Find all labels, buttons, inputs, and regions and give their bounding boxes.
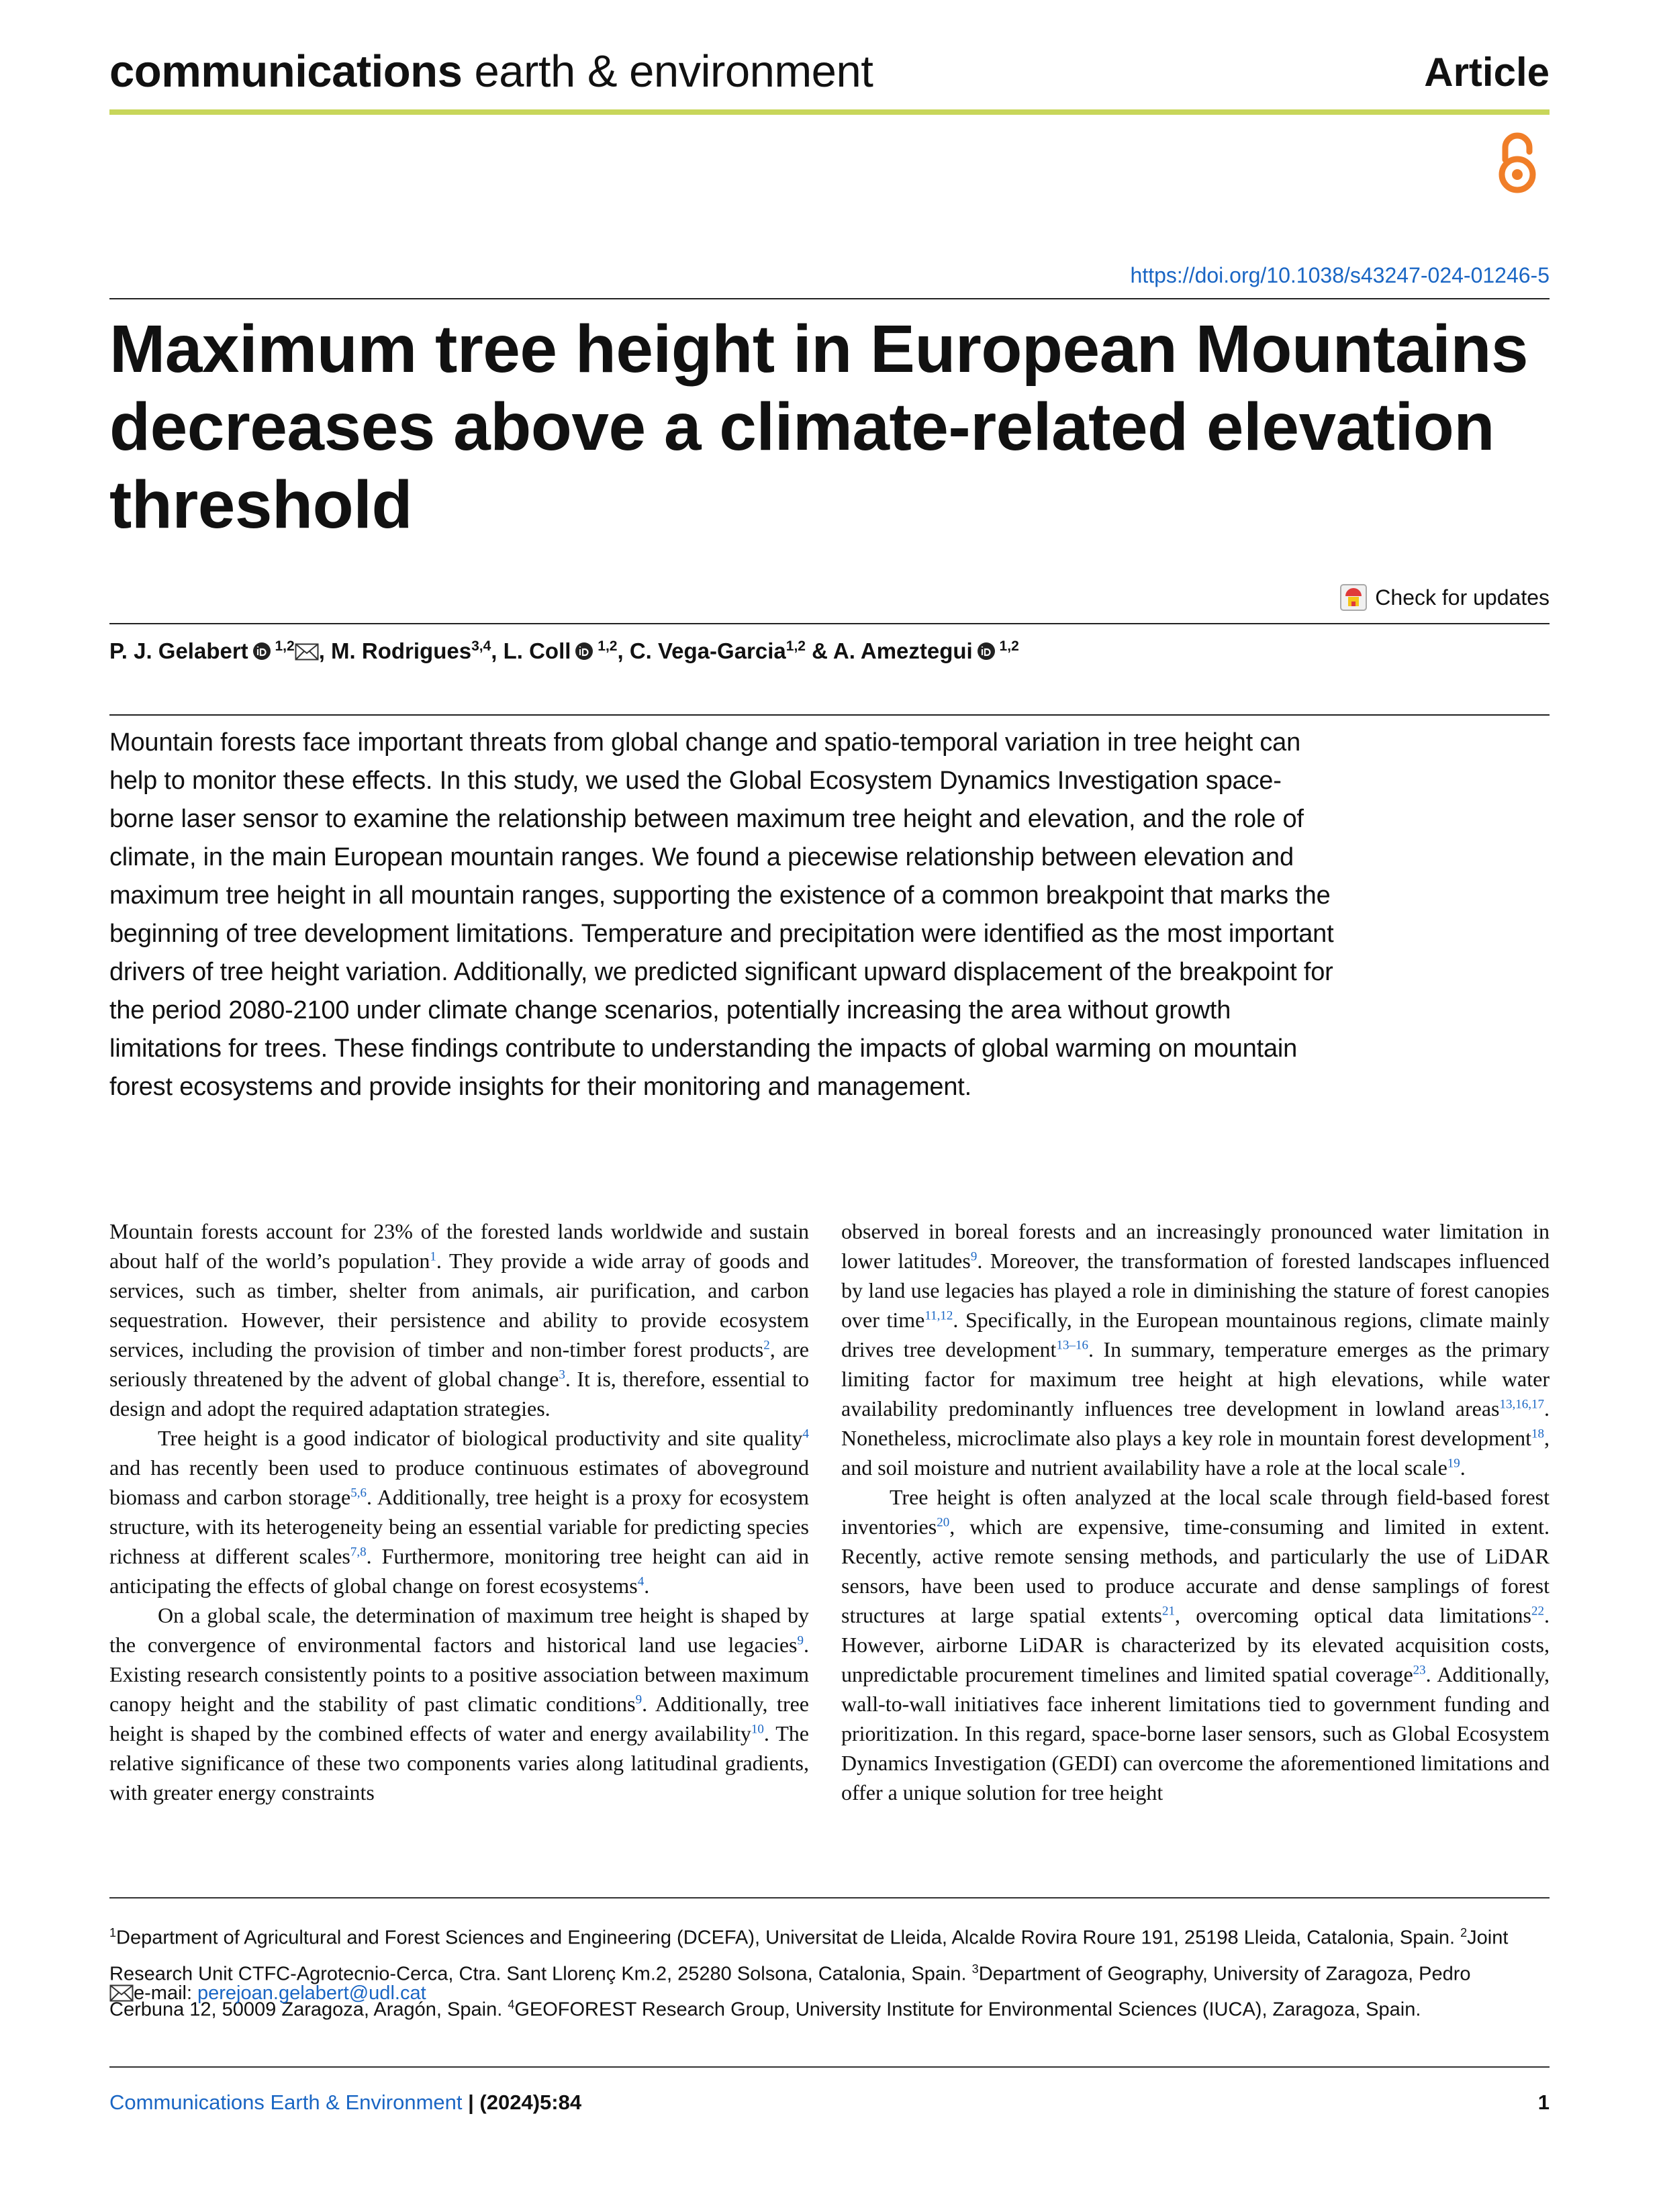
right-column-paragraph: observed in boreal forests and an increasingly pronounced water limitation in lower latitudes$^9$. Moreover, the transformation of forested landscapes influenced by land use legacies has played a role in diminishing the stature of forest canopies over time$^{11,12}$. Specifically, in the European mountainous regions, climate mainly drives tree development$^{13-16}$. In summary, temperature emerges as the primary limiting factor for maximum tree height at high elevations, while water availability predominantly influences tree development in lowland areas$^{13,16,17}$. Nonetheless, microclimate also plays a key role in mountain forest development$^{18}$, and soil moisture and nutrient availability have a role at the local scale$^{19}$. bbox=[841, 1219, 1550, 1480]
citation-ref[interactable]: 10 bbox=[751, 1722, 764, 1737]
citation-ref[interactable]: 13,16,17 bbox=[1499, 1397, 1544, 1412]
footer-rule bbox=[109, 2066, 1550, 2068]
author-affiliation: 1,2 bbox=[271, 638, 295, 654]
right-column-paragraph: Tree height is often analyzed at the local scale through field-based forest inventories$^{20}$, which are expensive, time-consuming and limited in extent. Recently, active remote sensing methods, and particularly the use of LiDAR sensors, have been used to produce accurate and dense samplings of forest structures at large spatial extents$^{21}$, overcoming optical data limitations$^{22}$. However, airborne LiDAR is characterized by its elevated acquisition costs, unpredictable procurement timelines and limited spatial coverage$^{23}$. Additionally, wall-to-wall initiatives face inherent limitations tied to government funding and prioritization. In this regard, space-borne laser sensors, such as Global Ecosystem Dynamics Investigation (GEDI) can overcome the aforementioned limitations and offer a unique solution for tree height bbox=[841, 1485, 1550, 1805]
author-separator: & bbox=[805, 638, 833, 663]
citation-ref[interactable]: 13–16 bbox=[1056, 1338, 1088, 1353]
journal-name-bold: communications bbox=[109, 46, 463, 97]
author-name[interactable]: M. Rodrigues bbox=[331, 638, 472, 663]
citation-ref[interactable]: 9 bbox=[635, 1692, 643, 1707]
doi-link[interactable]: https://doi.org/10.1038/s43247-024-01246-5 bbox=[1130, 263, 1550, 287]
citation-ref[interactable]: 3 bbox=[559, 1367, 565, 1382]
email-label: e-mail: bbox=[134, 1982, 193, 2004]
affiliation-text: Department of Geography, University of Zaragoza, Pedro Cerbuna 12, 50009 Zaragoza, Aragón, Spain. bbox=[109, 1963, 1471, 2021]
author-name[interactable]: A. Ameztegui bbox=[832, 638, 973, 663]
citation-ref[interactable]: 21 bbox=[1161, 1604, 1175, 1619]
affiliation-number: 1 bbox=[109, 1926, 117, 1939]
affiliation-text: Joint Research Unit CTFC-Agrotecnio-Cerca, Ctra. Sant Llorenç Km.2, 25280 Solsona, Catalonia, Spain. bbox=[109, 1927, 1509, 1985]
author-affiliation: 3,4 bbox=[471, 638, 491, 654]
mail-icon[interactable] bbox=[295, 643, 319, 661]
check-for-updates-button[interactable] bbox=[1340, 583, 1550, 612]
author-affiliation: 1,2 bbox=[786, 638, 806, 654]
author-separator: , bbox=[491, 638, 504, 663]
citation-ref[interactable]: 4 bbox=[802, 1427, 809, 1441]
check-updates-icon bbox=[1340, 584, 1367, 611]
author-affiliation: 1,2 bbox=[995, 638, 1019, 654]
orcid-icon[interactable] bbox=[977, 642, 996, 661]
citation-ref[interactable]: 18 bbox=[1531, 1427, 1544, 1441]
affiliation-number: 4 bbox=[508, 1998, 515, 2012]
orcid-icon[interactable] bbox=[252, 642, 271, 661]
citation-ref[interactable]: 5,6 bbox=[350, 1486, 367, 1500]
left-column-paragraph: Tree height is a good indicator of biological productivity and site quality$^4$ and has recently been used to produce continuous estimates of aboveground biomass and carbon storage$^{5,6}$. Additionally, tree height is a proxy for ecosystem structure, with its heterogeneity being an essential variable for predicting species richness at different scales$^{7,8}$. Furthermore, monitoring tree height can aid in anticipating the effects of global change on forest ecosystems$^4$. bbox=[109, 1426, 810, 1598]
affiliation-number: 3 bbox=[971, 1962, 979, 1976]
mail-icon bbox=[109, 1984, 134, 2002]
journal-name-rest: earth & environment bbox=[462, 46, 873, 97]
citation-ref[interactable]: 9 bbox=[970, 1249, 978, 1264]
article-title: Maximum tree height in European Mountains decreases above a climate-related elevation threshold bbox=[109, 311, 1529, 542]
journal-name bbox=[109, 42, 873, 102]
open-access-icon bbox=[1494, 128, 1541, 195]
affiliation-text: GEOFOREST Research Group, University Institute for Environmental Sciences (IUCA), Zaragoza, Spain. bbox=[514, 1999, 1421, 2021]
citation-ref[interactable]: 20 bbox=[937, 1515, 950, 1530]
corresponding-email bbox=[109, 1978, 426, 2009]
body-column-left bbox=[109, 1216, 809, 1807]
author-affiliation: 1,2 bbox=[593, 638, 618, 654]
citation-ref[interactable]: 19 bbox=[1447, 1456, 1460, 1471]
footer-separator: | bbox=[462, 2090, 480, 2114]
citation-ref[interactable]: 1 bbox=[430, 1249, 436, 1264]
author-name[interactable]: C. Vega-Garcia bbox=[629, 638, 786, 663]
authors-rule bbox=[109, 623, 1550, 624]
affiliation-text: Department of Agricultural and Forest Sciences and Engineering (DCEFA), Universitat de Lleida, Alcalde Rovira Roure 191, 25198 Lleida, Catalonia, Spain. bbox=[116, 1927, 1461, 1949]
page-number: 1 bbox=[1537, 2090, 1550, 2114]
abstract-rule bbox=[109, 714, 1550, 716]
citation-ref[interactable]: 4 bbox=[637, 1574, 645, 1589]
footnote-rule bbox=[109, 1897, 1550, 1898]
citation-ref[interactable]: 9 bbox=[797, 1633, 804, 1648]
title-rule bbox=[109, 298, 1550, 299]
footer-journal[interactable]: Communications Earth & Environment bbox=[109, 2090, 463, 2114]
author-name[interactable]: L. Coll bbox=[503, 638, 571, 663]
left-column-paragraph: Mountain forests account for 23% of the forested lands worldwide and sustain about half of the world’s population$^1$. They provide a wide array of goods and services, such as timber, shelter from animals, air purification, and carbon sequestration. However, their persistence and ability to provide ecosystem services, including the provision of timber and non-timber forest products$^2$, are seriously threatened by the advent of global change$^3$. It is, therefore, essential to design and adopt the required adaptation strategies. bbox=[109, 1219, 810, 1421]
affiliations bbox=[109, 1917, 1550, 2025]
left-column-paragraph: On a global scale, the determination of maximum tree height is shaped by the convergence of environmental factors and historical land use legacies$^9$. Existing research consistently points to a positive association between maximum canopy height and the stability of past climatic conditions$^9$. Additionally, tree height is shaped by the combined effects of water and energy availability$^{10}$. The relative significance of these two components varies along latitudinal gradients, with greater energy constraints bbox=[109, 1603, 810, 1805]
citation-ref[interactable]: 23 bbox=[1413, 1663, 1426, 1678]
author-list bbox=[109, 631, 1019, 667]
citation-ref[interactable]: 2 bbox=[763, 1338, 770, 1353]
check-updates-label: Check for updates bbox=[1375, 585, 1550, 610]
citation-ref[interactable]: 22 bbox=[1531, 1604, 1544, 1619]
email-link[interactable]: perejoan.gelabert@udl.cat bbox=[197, 1982, 426, 2004]
article-type: Article bbox=[1424, 50, 1550, 95]
author-separator: , bbox=[318, 638, 332, 663]
author-name[interactable]: P. J. Gelabert bbox=[109, 638, 248, 663]
header-rule bbox=[109, 109, 1550, 115]
footer-volume: (2024)5:84 bbox=[479, 2090, 582, 2114]
citation-ref[interactable]: 7,8 bbox=[350, 1545, 367, 1559]
abstract: Mountain forests face important threats from global change and spatio-temporal variation in tree height can help to monitor these effects. In this study, we used the Global Ecosystem Dynamics Investigation space-borne laser sensor to examine the relationship between maximum tree height and elevation, and the role of climate, in the main European mountain ranges. We found a piecewise relationship between elevation and maximum tree height in all mountain ranges, supporting the existence of a common breakpoint that marks the beginning of tree development limitations. Temperature and precipitation were identified as the most important drivers of tree height variation. Additionally, we predicted significant upward displacement of the breakpoint for the period 2080-2100 under climate change scenarios, potentially increasing the area without growth limitations for trees. These findings contribute to understanding the impacts of global warming on mountain forest ecosystems and provide insights for their monitoring and management. bbox=[109, 728, 1334, 1101]
author-separator: , bbox=[617, 638, 630, 663]
body-column-right bbox=[841, 1216, 1550, 1807]
orcid-icon[interactable] bbox=[575, 642, 593, 661]
citation-ref[interactable]: 11,12 bbox=[924, 1308, 953, 1323]
affiliation-number: 2 bbox=[1460, 1926, 1468, 1939]
footer-citation bbox=[109, 2088, 581, 2117]
